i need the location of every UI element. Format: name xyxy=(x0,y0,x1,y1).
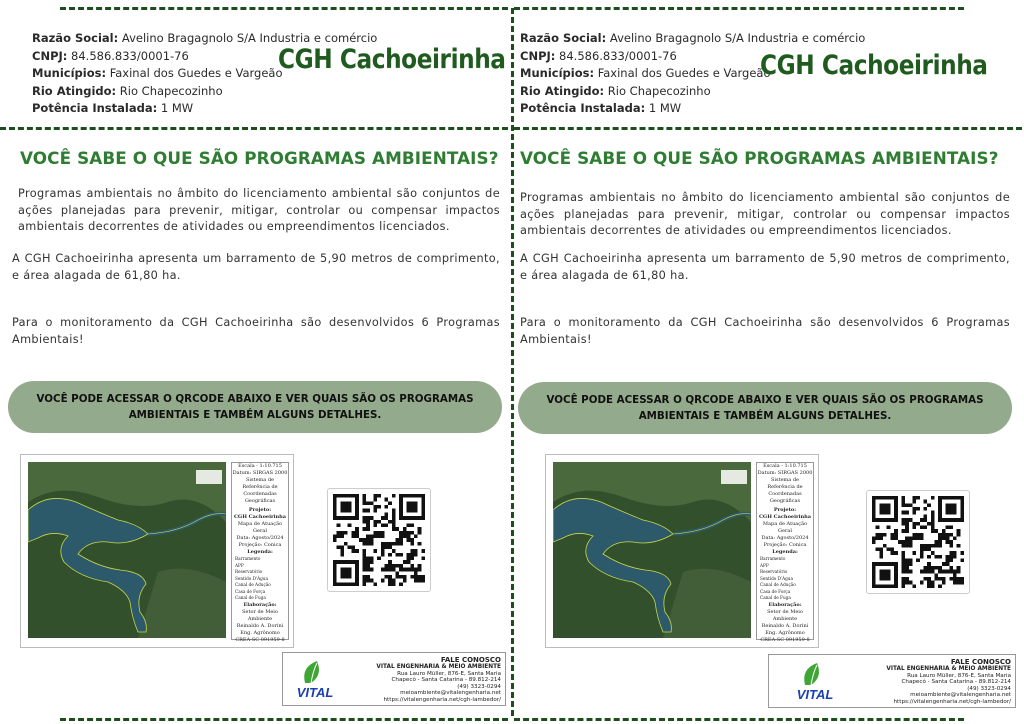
rio-label: Rio Atingido: xyxy=(32,83,117,98)
map-legend xyxy=(756,462,814,643)
paragraph-definition: Programas ambientais no âmbito do licenciamento ambiental são conjuntos de ações planejadas para prevenir, mitigar, controlar ou compensar impactos ambientais decorrentes de atividades ou empreendimentos licenciados. xyxy=(520,191,1010,237)
map-projeto: CGH Cachoeirinha xyxy=(758,514,812,520)
contact-email[interactable]: meioambiente@vitalengenharia.net xyxy=(910,692,1011,698)
razao-label: Razão Social: xyxy=(520,31,607,45)
paragraph-dam-info: A CGH Cachoeirinha apresenta um barramento de 5,90 metros de comprimento, e área alagada de 61,80 ha. xyxy=(520,252,1010,282)
map-sistema: Sistema de Referência de Coordenadas Geográficas xyxy=(767,477,803,504)
map-legend xyxy=(231,462,289,643)
section-dashed-line xyxy=(0,127,508,130)
legend-item: Reservatório xyxy=(760,569,788,574)
map-elaboracao: Setor de Meio Ambiente xyxy=(242,608,278,622)
map-sistema: Sistema de Referência de Coordenadas Geográficas xyxy=(242,477,278,504)
map-datum: Datum: SIRGAS 2000 xyxy=(232,470,288,476)
reservoir-outline xyxy=(553,462,751,638)
map-projecao: Projeção: Conica xyxy=(238,542,282,548)
vital-logo-text: VITAL xyxy=(296,685,334,700)
map-mapa: Mapa de Atuação Geral xyxy=(237,521,283,534)
contact-box xyxy=(282,652,506,706)
banner-text: VOCÊ PODE ACESSAR O QRCODE ABAIXO E VER QUAIS SÃO OS PROGRAMAS AMBIENTAIS E TAMBÉM ALGUNS DETALHES. xyxy=(36,393,474,421)
map-legenda-label: Legenda: xyxy=(247,549,273,555)
legend-item: Canal de Fuga xyxy=(760,595,791,600)
legend-item: Barramento xyxy=(760,556,786,561)
question-title: VOCÊ SABE O QUE SÃO PROGRAMAS AMBIENTAIS? xyxy=(20,148,499,168)
contact-company: VITAL ENGENHARIA & MEIO AMBIENTE xyxy=(376,664,501,670)
legend-item: Reservatório xyxy=(235,569,263,574)
legend-item: Canal de Adução xyxy=(235,582,271,587)
contact-address1: Rua Lauro Müller, 876-E, Santa Maria xyxy=(397,670,501,677)
map-projeto-label: Projeto: xyxy=(773,507,797,513)
contact-heading: FALE CONOSCO xyxy=(440,656,501,664)
legend-item: Casa de Força xyxy=(235,588,266,594)
razao-value: Avelino Bragagnolo S/A Industria e comércio xyxy=(118,31,378,45)
flyer-left xyxy=(0,0,508,724)
map-image xyxy=(545,454,819,648)
legend-item: Barramento xyxy=(235,556,261,561)
vital-logo-text: VITAL xyxy=(796,687,834,702)
contact-address2: Chapecó - Santa Catarina - 89.812-214 xyxy=(901,679,1011,685)
municipios-label: Municípios: xyxy=(520,66,595,80)
potencia-value: 1 MW xyxy=(645,101,682,115)
razao-label: Razão Social: xyxy=(32,31,119,45)
question-title: VOCÊ SABE O QUE SÃO PROGRAMAS AMBIENTAIS? xyxy=(520,148,999,168)
potencia-label: Potência Instalada: xyxy=(520,101,646,115)
legend-item: APP xyxy=(235,562,244,568)
paragraph-dam-info: A CGH Cachoeirinha apresenta um barramento de 5,90 metros de comprimento, e área alagada de 61,80 ha. xyxy=(12,252,500,282)
legend-item: APP xyxy=(760,562,769,568)
brand-title: CGH Cachoeirinha xyxy=(760,50,988,81)
reservoir-outline xyxy=(28,462,226,638)
legend-item: Canal de Fuga xyxy=(235,595,266,600)
map-image xyxy=(20,454,294,648)
razao-value: Avelino Bragagnolo S/A Industria e comércio xyxy=(606,31,866,45)
map-resp-name: Reinaldo A. Dorini xyxy=(236,622,284,629)
satellite-map xyxy=(28,462,226,638)
qr-code[interactable] xyxy=(327,488,431,592)
contact-phone: (49) 3323-0294 xyxy=(457,683,501,690)
qr-code[interactable] xyxy=(866,490,970,594)
map-resp-title: Eng. Agrônomo xyxy=(240,629,280,636)
bottom-dashed-line xyxy=(514,718,964,721)
map-datum: Datum: SIRGAS 2000 xyxy=(757,470,813,476)
map-scale: Escala - 1:10.715 xyxy=(238,463,282,469)
contact-heading: FALE CONOSCO xyxy=(950,658,1011,666)
vital-logo xyxy=(787,659,843,703)
map-legenda-label: Legenda: xyxy=(772,549,798,555)
cnpj-label: CNPJ: xyxy=(32,48,68,63)
brand-title: CGH Cachoeirinha xyxy=(278,44,506,75)
map-data: Data: Agosto/2024 xyxy=(236,535,284,541)
legend-item: Sentido D'Água xyxy=(235,575,269,581)
qr-code-icon xyxy=(333,494,425,586)
top-dashed-line xyxy=(514,7,964,10)
contact-box xyxy=(768,654,1016,708)
qrcode-banner xyxy=(518,382,1012,434)
legend-item: Sentido D'Água xyxy=(760,575,794,581)
satellite-map xyxy=(553,462,751,638)
qrcode-banner xyxy=(8,381,502,433)
cnpj-value: 84.586.833/0001-76 xyxy=(67,48,189,63)
rio-value: Rio Chapecozinho xyxy=(604,83,711,98)
contact-company: VITAL ENGENHARIA & MEIO AMBIENTE xyxy=(886,666,1011,672)
map-scale: Escala - 1:10.715 xyxy=(763,463,807,469)
section-dashed-line xyxy=(514,127,1022,130)
contact-text xyxy=(851,658,1011,705)
contact-email[interactable]: meioambiente@vitalengenharia.net xyxy=(400,690,501,696)
legend-item: Canal de Adução xyxy=(760,582,796,587)
cnpj-label: CNPJ: xyxy=(520,48,556,63)
paragraph-programs: Para o monitoramento da CGH Cachoeirinha são desenvolvidos 6 Programas Ambientais! xyxy=(12,316,500,346)
municipios-label: Municípios: xyxy=(32,66,107,80)
paragraph-programs: Para o monitoramento da CGH Cachoeirinha são desenvolvidos 6 Programas Ambientais! xyxy=(520,316,1010,346)
map-mapa: Mapa de Atuação Geral xyxy=(762,521,808,534)
map-resp-title: Eng. Agrônomo xyxy=(765,629,805,636)
contact-address1: Rua Lauro Müller, 876-E, Santa Maria xyxy=(907,672,1011,679)
contact-address2: Chapecó - Santa Catarina - 89.812-214 xyxy=(391,677,501,683)
potencia-label: Potência Instalada: xyxy=(32,101,158,115)
flyer-right xyxy=(510,0,1018,724)
contact-phone: (49) 3323-0294 xyxy=(967,685,1011,692)
map-elaboracao: Setor de Meio Ambiente xyxy=(767,608,803,622)
map-projeto-label: Projeto: xyxy=(248,507,272,513)
rio-value: Rio Chapecozinho xyxy=(116,83,223,98)
map-elaboracao-label: Elaboração: xyxy=(768,601,802,608)
map-projecao: Projeção: Conica xyxy=(763,542,807,548)
contact-url[interactable]: https://vitalengenharia.net/cgh-lambedor/ xyxy=(383,696,501,703)
banner-text: VOCÊ PODE ACESSAR O QRCODE ABAIXO E VER QUAIS SÃO OS PROGRAMAS AMBIENTAIS E TAMBÉM ALGUNS DETALHES. xyxy=(546,394,984,422)
legend-item: Casa de Força xyxy=(760,588,791,594)
top-dashed-line xyxy=(60,7,508,10)
map-resp-name: Reinaldo A. Dorini xyxy=(761,622,809,629)
contact-url[interactable]: https://vitalengenharia.net/cgh-lambedor/ xyxy=(893,698,1011,705)
map-resp-crea: CREA-SC 091959-8 xyxy=(235,636,285,643)
qr-code-icon xyxy=(872,496,964,588)
bottom-dashed-line xyxy=(60,718,508,721)
potencia-value: 1 MW xyxy=(157,101,194,115)
map-projeto: CGH Cachoeirinha xyxy=(233,514,287,520)
contact-text xyxy=(341,656,501,703)
map-resp-crea: CREA-SC 091959-8 xyxy=(760,636,810,643)
paragraph-definition: Programas ambientais no âmbito do licenciamento ambiental são conjuntos de ações planejadas para prevenir, mitigar, controlar ou compensar impactos ambientais decorrentes de atividades ou empreendimentos licenciados. xyxy=(18,187,500,233)
rio-label: Rio Atingido: xyxy=(520,83,605,98)
map-data: Data: Agosto/2024 xyxy=(761,535,809,541)
municipios-value: Faxinal dos Guedes e Vargeão xyxy=(106,66,283,80)
municipios-value: Faxinal dos Guedes e Vargeão xyxy=(594,66,771,80)
map-elaboracao-label: Elaboração: xyxy=(243,601,277,608)
vital-logo xyxy=(287,657,343,701)
cnpj-value: 84.586.833/0001-76 xyxy=(555,48,677,63)
